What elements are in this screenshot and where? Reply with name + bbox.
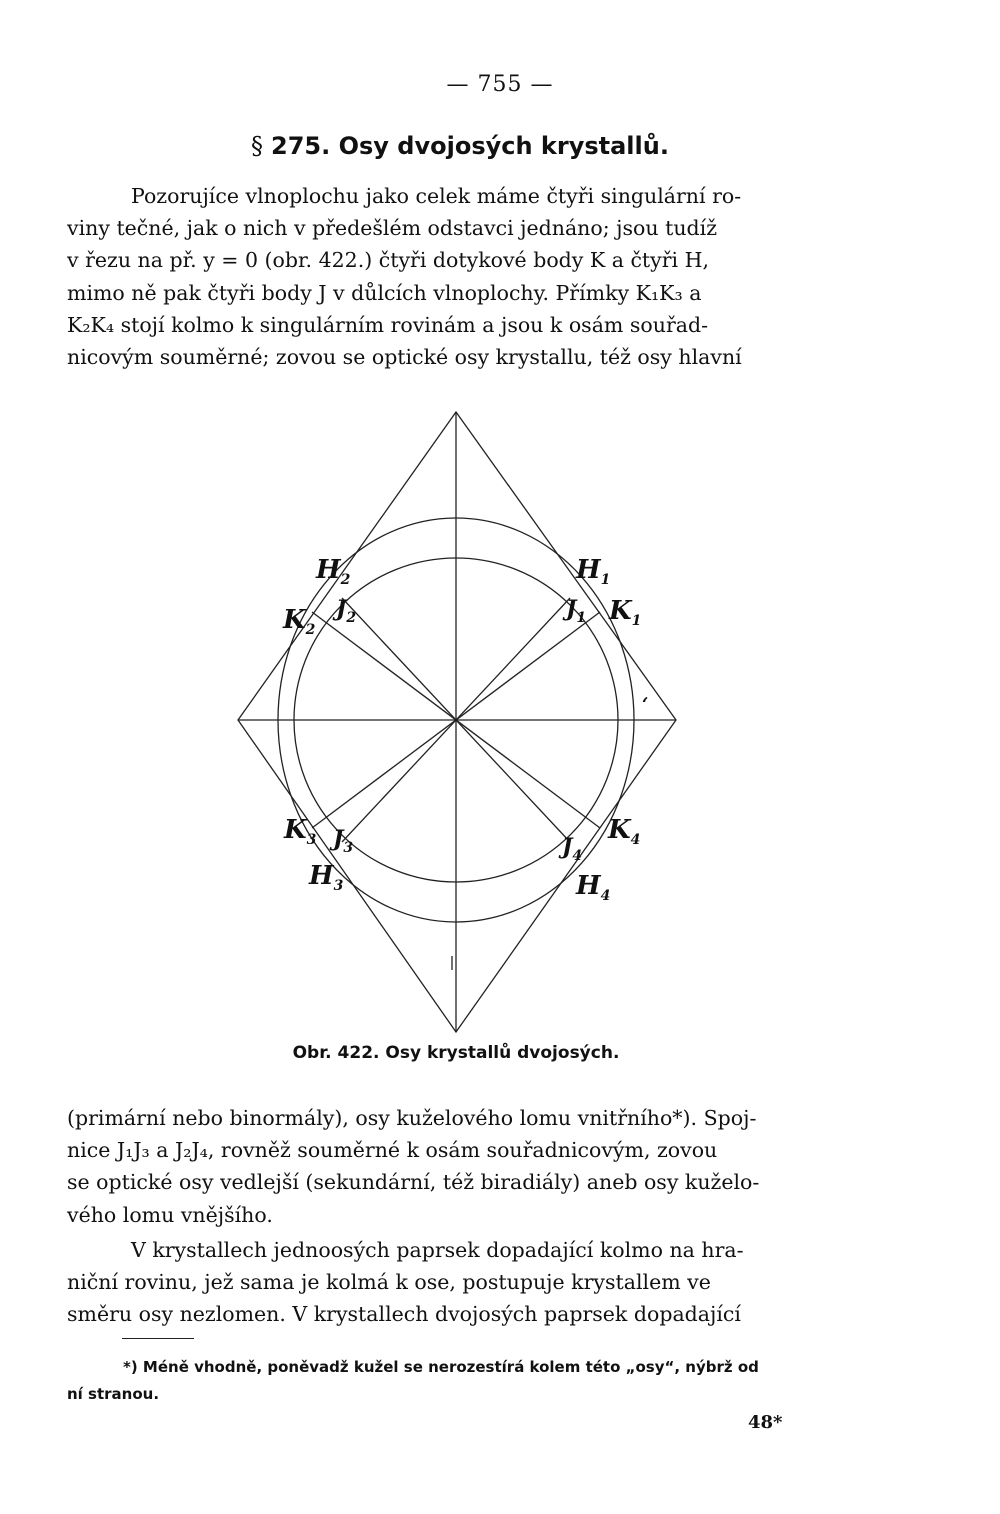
label-k4: $K_4$ bbox=[608, 815, 641, 848]
text-line: K₂K₄ stojí kolmo k singulárním rovinám a jsou k osám souřad- bbox=[67, 312, 709, 337]
label-j3: $J_3$ bbox=[333, 826, 354, 856]
text-line: Pozorujíce vlnoplochu jako celek máme čtyři singulární ro- bbox=[131, 184, 742, 208]
figure-caption: Obr. 422. Osy krystallů dvojosých. bbox=[292, 1043, 620, 1063]
text-line: nicovým souměrné; zovou se optické osy krystallu, též osy hlavní bbox=[67, 345, 742, 370]
paragraph-top bbox=[67, 180, 845, 373]
footnote-line: ní stranou. bbox=[67, 1385, 160, 1403]
label-k2: $K_2$ bbox=[283, 605, 316, 638]
label-k1: $K_1$ bbox=[609, 596, 642, 629]
page-number: — 755 — bbox=[446, 72, 554, 97]
footnote-line: *) Méně vhodně, poněvadž kužel se nerozestírá kolem této „osy“, nýbrž od bbox=[123, 1358, 759, 1376]
figure-wave-surface-diagram bbox=[228, 402, 688, 1042]
section-mark: § bbox=[251, 132, 264, 160]
paragraph-bottom-2 bbox=[67, 1234, 845, 1331]
label-j4: $J_4$ bbox=[562, 834, 583, 864]
text-line: mimo ně pak čtyři body J v důlcích vlnoplochy. Přímky K₁K₃ a bbox=[67, 280, 702, 305]
label-j1: $J_1$ bbox=[566, 596, 587, 626]
footnote-rule bbox=[122, 1338, 194, 1339]
section-heading bbox=[0, 132, 920, 160]
text-line: V krystallech jednoosých paprsek dopadající kolmo na hra- bbox=[131, 1238, 744, 1262]
label-h2: $H_2$ bbox=[316, 555, 351, 588]
label-tick: ‘ bbox=[642, 694, 649, 715]
text-line: v řezu na př. y = 0 (obr. 422.) čtyři dotykové body K a čtyři H, bbox=[67, 248, 710, 273]
text-line: vého lomu vnějšího. bbox=[67, 1202, 273, 1227]
label-h3: $H_3$ bbox=[309, 861, 344, 894]
label-h1: $H_1$ bbox=[576, 555, 611, 588]
text-line: niční rovinu, jež sama je kolmá k ose, postupuje krystallem ve bbox=[67, 1270, 711, 1295]
label-k3: $K_3$ bbox=[284, 815, 317, 848]
section-title: 275. Osy dvojosých krystallů. bbox=[271, 132, 669, 160]
signature-mark: 48* bbox=[748, 1412, 783, 1433]
text-line: se optické osy vedlejší (sekundární, též biradiály) aneb osy kuželo- bbox=[67, 1170, 760, 1195]
text-line: nice J₁J₃ a J₂J₄, rovněž souměrné k osám souřadnicovým, zovou bbox=[67, 1138, 718, 1163]
paragraph-bottom bbox=[67, 1102, 845, 1231]
text-line: (primární nebo binormály), osy kuželového lomu vnitřního*). Spoj- bbox=[67, 1106, 757, 1130]
label-j2: $J_2$ bbox=[336, 596, 357, 626]
footnote bbox=[67, 1354, 845, 1408]
text-line: viny tečné, jak o nich v předešlém odstavci jednáno; jsou tudíž bbox=[67, 216, 718, 241]
text-line: směru osy nezlomen. V krystallech dvojosých paprsek dopadající bbox=[67, 1302, 741, 1327]
label-h4: $H_4$ bbox=[576, 871, 611, 904]
